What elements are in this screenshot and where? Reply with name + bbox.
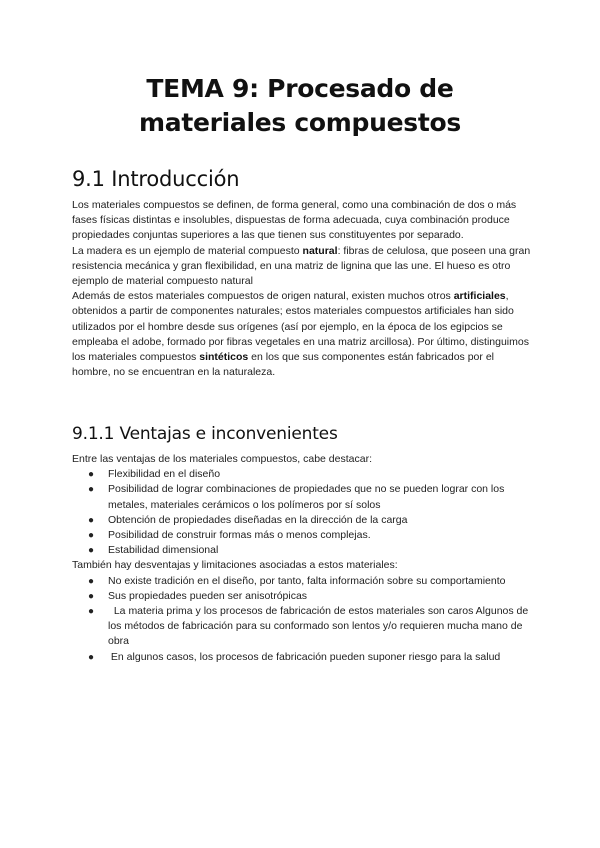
bullet-icon: ● (88, 606, 95, 618)
document-title (0, 72, 600, 140)
intro-p2-bold: natural (302, 244, 338, 257)
list-item (72, 574, 534, 589)
disadvantages-list (72, 574, 534, 665)
intro-p3-bold-2: sintéticos (199, 351, 249, 364)
disadvantages-lead: También hay desventajas y limitaciones asociadas a estos materiales: (72, 559, 398, 572)
bullet-icon: ● (88, 514, 95, 526)
bullet-icon: ● (88, 469, 95, 481)
list-item-text: Posibilidad de lograr combinaciones de propiedades que no se pueden lograr con los metales, materiales cerámicos o los polímeros por sí solos (108, 483, 505, 511)
bullet-icon: ● (88, 484, 95, 496)
list-item-text: En algunos casos, los procesos de fabricación pueden suponer riesgo para la salud (108, 650, 501, 663)
list-item-text: Sus propiedades pueden ser anisotrópicas (108, 589, 308, 602)
section-heading: 9.1 Introducción (72, 167, 240, 191)
intro-paragraph-3 (72, 289, 534, 380)
title-line-1: TEMA 9: Procesado de (146, 74, 454, 103)
list-item-text: La materia prima y los procesos de fabricación de estos materiales son caros Algunos de los métodos de fabricación para su conformado son lentos y/o requieren mucha mano de obra (108, 605, 532, 648)
introduction-text (72, 198, 534, 380)
bullet-icon: ● (88, 545, 95, 557)
bullet-icon: ● (88, 590, 95, 602)
bullet-icon: ● (88, 530, 95, 542)
intro-p3-text: Además de estos materiales compuestos de origen natural, existen muchos otros (72, 290, 454, 303)
list-item (72, 513, 534, 528)
advantages-section (72, 452, 534, 665)
list-item-text: Estabilidad dimensional (108, 544, 219, 557)
list-item (72, 528, 534, 543)
list-item (72, 650, 534, 665)
subsection-heading: 9.1.1 Ventajas e inconvenientes (72, 424, 338, 444)
intro-p3-text-end: en los que sus componentes están fabricados por el hombre, no se encuentran en la naturaleza. (72, 351, 494, 379)
list-item-text: Posibilidad de construir formas más o menos complejas. (108, 529, 371, 542)
intro-p2-text: La madera es un ejemplo de material compuesto (72, 244, 303, 257)
intro-paragraph-1: Los materiales compuestos se definen, de forma general, como una combinación de dos o más fases físicas distintas e insolubles, dispuestas de forma adecuada, cuya combinación produce propiedades conjuntas superiores a las que tienen sus constituyentes por separado. (72, 199, 517, 242)
advantages-list (72, 467, 534, 558)
bullet-icon: ● (88, 575, 95, 587)
list-item (72, 604, 534, 650)
title-line-2: materiales compuestos (139, 108, 461, 137)
intro-p3-bold: artificiales (453, 290, 506, 303)
list-item (72, 467, 534, 482)
bullet-icon: ● (88, 651, 95, 663)
advantages-lead: Entre las ventajas de los materiales compuestos, cabe destacar: (72, 453, 372, 465)
list-item-text: Obtención de propiedades diseñadas en la dirección de la carga (108, 513, 408, 526)
intro-p2-text-end: : fibras de celulosa, que poseen una gran resistencia mecánica y gran flexibilidad, en una matriz de lignina que las une. El hueso es otro ejemplo de material compuesto natural (72, 244, 531, 288)
intro-p3-text-mid: , obtenidos a partir de componentes naturales; estos materiales compuestos artificiales han sido utilizados por el hombre desde sus orígenes (así por ejemplo, en la época de los egipcios se empleaba el adobe, formado por fibras vegetales en una matriz arcillosa). Por último, distinguimos los materiales compuestos (72, 290, 529, 364)
intro-paragraph-2 (72, 244, 534, 290)
list-item (72, 543, 534, 558)
list-item-text: Flexibilidad en el diseño (108, 468, 221, 481)
list-item (72, 482, 534, 512)
list-item (72, 589, 534, 604)
list-item-text: No existe tradición en el diseño, por tanto, falta información sobre su comportamiento (108, 574, 506, 587)
